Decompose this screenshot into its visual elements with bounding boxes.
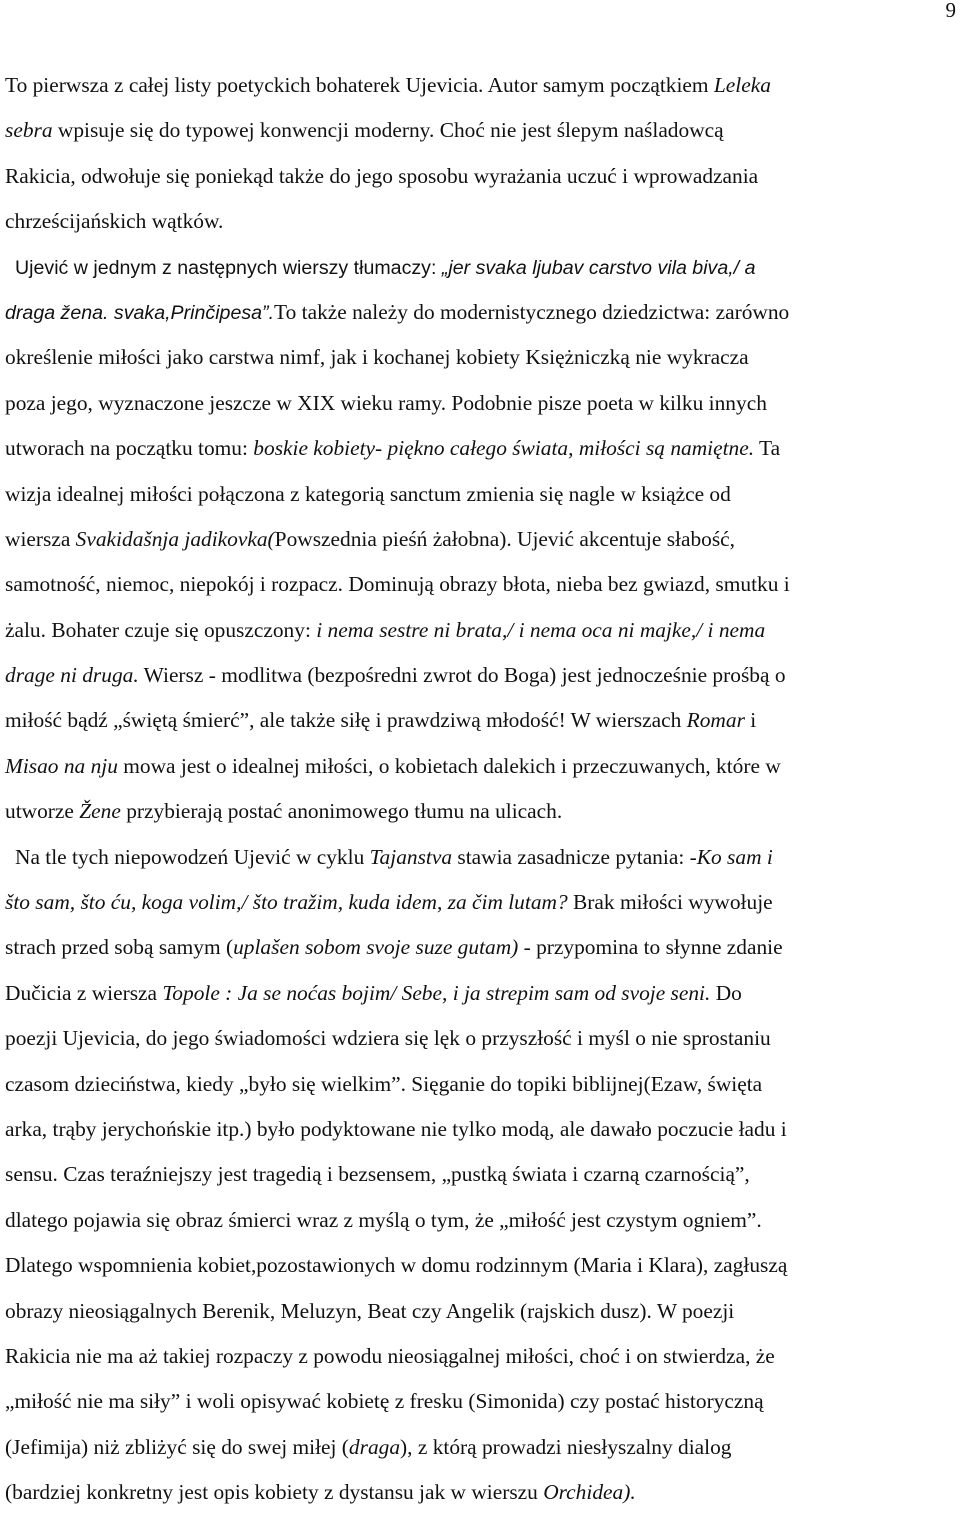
- text-segment: wizja idealnej miłości połączona z kategorią sanctum zmienia się nagle w książce od: [5, 481, 731, 506]
- text-segment: Powszednia pieśń żałobna). Ujević akcentuje słabość,: [274, 526, 736, 551]
- text-segment: chrześcijańskich wątków.: [5, 209, 224, 234]
- text-line: [5, 835, 960, 880]
- italic-text: Leleka: [713, 73, 771, 97]
- text-line: [5, 1243, 960, 1288]
- text-segment: wiersza: [5, 526, 76, 551]
- text-line: [5, 789, 960, 834]
- text-line: [5, 1107, 960, 1152]
- text-segment: ), z którą prowadzi niesłyszalny dialog: [400, 1434, 732, 1459]
- italic-text: Svakidašnja jadikovka(: [75, 526, 275, 551]
- italic-text: i nema sestre ni brata,/ i nema oca ni majke,/ i nema: [316, 617, 766, 642]
- text-segment: stawia zasadnicze pytania: -: [452, 844, 697, 869]
- italic-text: Tajanstva: [369, 844, 453, 869]
- italic-text: sebra: [5, 118, 53, 143]
- text-segment: wpisuje się do typowej konwencji moderny. Choć nie jest ślepym naśladowcą: [52, 118, 724, 143]
- italic-text: što sam, što ću, koga volim,/ što tražim, kuda idem, za čim lutam?: [5, 890, 568, 915]
- italic-text: Misao na nju: [5, 753, 118, 778]
- text-segment: poezji Ujevicia, do jego świadomości wdziera się lęk o przyszłość i myśl o nie sprostaniu: [5, 1026, 771, 1051]
- text-segment: poza jego, wyznaczone jeszcze w XIX wieku ramy. Podobnie pisze poeta w kilku innych: [5, 390, 767, 415]
- italic-text: drage ni druga.: [5, 663, 139, 688]
- text-line: [5, 1152, 960, 1197]
- text-line: [5, 744, 960, 789]
- text-line: [5, 199, 960, 244]
- italic-text: uplašen sobom svoje suze gutam): [233, 935, 519, 960]
- text-segment: Do: [710, 980, 742, 1005]
- text-segment: To pierwsza z całej listy poetyckich bohaterek Ujevicia. Autor samym początkiem: [5, 73, 714, 97]
- text-segment: utworach na początku tomu:: [5, 436, 254, 461]
- text-line: [5, 1062, 960, 1107]
- text-line: [5, 154, 960, 199]
- text-segment: Ujević w jednym z następnych wierszy tłumaczy:: [15, 256, 442, 279]
- document-body: [5, 63, 960, 1516]
- text-segment: i: [744, 708, 757, 733]
- text-segment: „miłość nie ma siły” i woli opisywać kobietę z fresku (Simonida) czy postać historyczną: [5, 1389, 764, 1414]
- text-segment: Dlatego wspomnienia kobiet,pozostawionych w domu rodzinnym (Maria i Klara), zagłuszą: [5, 1253, 788, 1278]
- text-segment: To także należy do modernistycznego dziedzictwa: zarówno: [274, 299, 790, 324]
- italic-text: Romar: [686, 708, 745, 733]
- italic-text: Orchidea).: [543, 1480, 636, 1505]
- italic-text: „jer svaka ljubav carstvo vila biva,/ a: [441, 256, 756, 279]
- text-segment: samotność, niemoc, niepokój i rozpacz. Dominują obrazy błota, nieba bez gwiazd, smutku i: [5, 572, 790, 597]
- text-segment: arka, trąby jerychońskie itp.) było podyktowane nie tylko modą, ale dawało poczucie ładu i: [5, 1116, 787, 1141]
- text-line: [5, 1425, 960, 1470]
- text-segment: Ta: [754, 436, 781, 461]
- text-segment: określenie miłości jako carstwa nimf, jak i kochanej kobiety Księżniczką nie wykracza: [5, 345, 749, 370]
- text-line: [5, 472, 960, 517]
- text-segment: (bardziej konkretny jest opis kobiety z dystansu jak w wierszu: [5, 1480, 544, 1505]
- text-line: [5, 1198, 960, 1243]
- text-segment: Brak miłości wywołuje: [567, 890, 773, 915]
- text-segment: dlatego pojawia się obraz śmierci wraz z myślą o tym, że „miłość jest czystym ogniem”.: [5, 1207, 762, 1232]
- text-segment: mowa jest o idealnej miłości, o kobietach dalekich i przeczuwanych, które w: [117, 753, 781, 778]
- text-line: [5, 1470, 960, 1515]
- text-line: [5, 1334, 960, 1379]
- text-line: [5, 1379, 960, 1424]
- text-line: [5, 245, 960, 290]
- text-segment: utworze: [5, 799, 80, 824]
- text-segment: Dučicia z wiersza: [5, 980, 163, 1005]
- text-segment: żalu. Bohater czuje się opuszczony:: [5, 617, 317, 642]
- text-line: [5, 880, 960, 925]
- text-line: [5, 1016, 960, 1061]
- text-line: [5, 426, 960, 471]
- text-line: [5, 562, 960, 607]
- text-segment: sensu. Czas teraźniejszy jest tragedią i bezsensem, „pustką świata i czarną czarnością”,: [5, 1162, 750, 1187]
- text-line: [5, 653, 960, 698]
- text-line: [5, 108, 960, 153]
- text-segment: Wiersz - modlitwa (bezpośredni zwrot do Boga) jest jednocześnie prośbą o: [138, 663, 786, 688]
- page-number: 9: [945, 0, 956, 22]
- italic-text: boskie kobiety- piękno całego świata, miłości są namiętne.: [253, 436, 755, 461]
- text-line: [5, 63, 960, 108]
- text-line: [5, 608, 960, 653]
- text-segment: obrazy nieosiągalnych Berenik, Meluzyn, Beat czy Angelik (rajskich dusz). W poezji: [5, 1298, 735, 1323]
- italic-text: draga: [348, 1434, 401, 1459]
- text-segment: miłość bądź „świętą śmierć”, ale także siłę i prawdziwą młodość! W wierszach: [5, 708, 687, 733]
- italic-text: draga žena. svaka,Prinčipesa”.: [5, 301, 275, 324]
- text-segment: - przypomina to słynne zdanie: [518, 935, 783, 960]
- text-segment: Rakicia, odwołuje się poniekąd także do jego sposobu wyrażania uczuć i wprowadzania: [5, 163, 759, 188]
- text-segment: (Jefimija) niż zbliżyć się do swej miłej (: [5, 1434, 349, 1459]
- text-segment: strach przed sobą samym (: [5, 935, 234, 960]
- text-line: [5, 698, 960, 743]
- text-line: [5, 290, 960, 335]
- text-line: [5, 971, 960, 1016]
- text-line: [5, 335, 960, 380]
- text-segment: Na tle tych niepowodzeń Ujević w cyklu: [15, 844, 370, 869]
- text-segment: przybierają postać anonimowego tłumu na ulicach.: [120, 799, 563, 824]
- text-segment: Rakicia nie ma aż takiej rozpaczy z powodu nieosiągalnej miłości, choć i on stwierdza, że: [5, 1343, 775, 1368]
- italic-text: Žene: [79, 799, 121, 824]
- text-line: [5, 381, 960, 426]
- text-line: [5, 517, 960, 562]
- text-line: [5, 1289, 960, 1334]
- italic-text: Topole : Ja se noćas bojim/ Sebe, i ja strepim sam od svoje seni.: [162, 980, 711, 1005]
- italic-text: Ko sam i: [696, 844, 773, 869]
- text-line: [5, 925, 960, 970]
- text-segment: czasom dzieciństwa, kiedy „było się wielkim”. Sięganie do topiki biblijnej(Ezaw, święta: [5, 1071, 763, 1096]
